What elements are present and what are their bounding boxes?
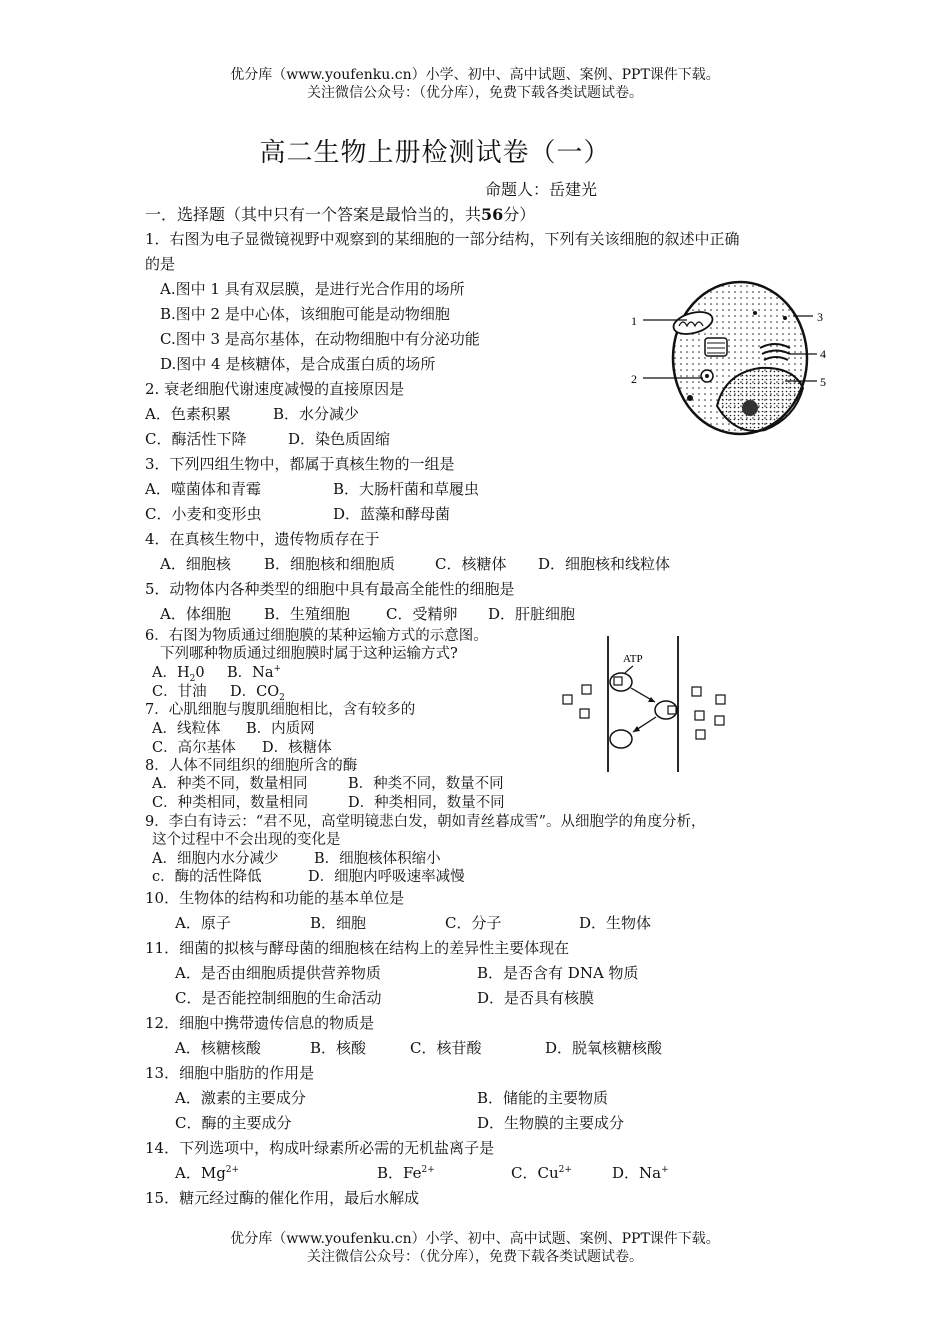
q1-stem-line1: 1．右图为电子显微镜视野中观察到的某细胞的一部分结构，下列有关该细胞的叙述中正确	[145, 230, 740, 248]
q8-option-c: C．种类相同，数量相同	[152, 795, 309, 811]
footer-line-1: 优分库（www.youfenku.cn）小学、初中、高中试题、案例、PPT课件下载。	[230, 1231, 720, 1247]
q14-option-a: A．$Mg^{2+}$	[175, 1164, 240, 1182]
q8-option-b: B．种类不同，数量不同	[348, 776, 504, 792]
figure1-label-4: 4	[820, 347, 826, 361]
q13-option-c: C．酶的主要成分	[175, 1114, 292, 1132]
atp-label: ATP	[623, 653, 643, 665]
q6-stem-line2: 下列哪种物质通过细胞膜时属于这种运输方式?	[160, 646, 458, 662]
q1-option-c: C.图中 3 是高尔基体，在动物细胞中有分泌功能	[160, 330, 480, 348]
q7-option-c: C．高尔基体	[152, 740, 236, 756]
q10-option-b: B．细胞	[310, 914, 367, 932]
q14-option-b: B．$Fe^{2+}$	[377, 1164, 435, 1182]
q1-option-a: A.图中 1 具有双层膜，是进行光合作用的场所	[160, 280, 465, 298]
cell-structure-figure	[625, 278, 835, 438]
q9-option-b: B．细胞核体积缩小	[314, 851, 441, 867]
membrane-transport-figure	[555, 632, 735, 777]
q3-option-c: C．小麦和变形虫	[145, 505, 262, 523]
q11-option-a: A．是否由细胞质提供营养物质	[175, 964, 381, 982]
q2-option-c: C．酶活性下降	[145, 430, 247, 448]
q3-option-a: A．噬菌体和青霉	[145, 480, 261, 498]
q10-option-d: D．生物体	[579, 914, 652, 932]
q9-stem-line1: 9．李白有诗云：“君不见，高堂明镜悲白发，朝如青丝暮成雪”。从细胞学的角度分析，	[145, 814, 706, 830]
q8-stem: 8．人体不同组织的细胞所含的酶	[145, 758, 358, 774]
q7-option-b: B．内质网	[246, 721, 315, 737]
q3-stem: 3．下列四组生物中，都属于真核生物的一组是	[145, 455, 455, 473]
q14-option-d: D．Na+	[612, 1164, 669, 1182]
q6-option-d: D．$CO_2$	[230, 684, 285, 703]
q5-option-c: C．受精卵	[386, 605, 458, 623]
author-line: 命题人：岳建光	[485, 180, 598, 199]
header-line-2: 关注微信公众号：（优分库），免费下载各类试题试卷。	[307, 85, 643, 101]
q10-option-c: C．分子	[445, 914, 502, 932]
q14-option-c: C．$Cu^{2+}$	[511, 1164, 572, 1182]
q5-option-b: B．生殖细胞	[264, 605, 351, 623]
figure1-label-2: 2	[631, 372, 637, 386]
q2-option-a: A．色素积累	[145, 405, 231, 423]
figure1-label-3: 3	[817, 310, 823, 324]
q3-option-b: B．大肠杆菌和草履虫	[333, 480, 480, 498]
q12-option-b: B．核酸	[310, 1039, 367, 1057]
header-line-1: 优分库（www.youfenku.cn）小学、初中、高中试题、案例、PPT课件下载。	[230, 67, 720, 83]
q7-option-a: A．线粒体	[152, 721, 221, 737]
q12-option-c: C．核苷酸	[410, 1039, 482, 1057]
q9-option-c: c．酶的活性降低	[152, 869, 262, 885]
q4-stem: 4．在真核生物中，遗传物质存在于	[145, 530, 380, 548]
section-heading: 一．选择题（其中只有一个答案是最恰当的，共56分）	[145, 205, 536, 224]
page-title: 高二生物上册检测试卷（一）	[259, 138, 611, 168]
footer-line-2: 关注微信公众号：（优分库），免费下载各类试题试卷。	[307, 1249, 643, 1265]
q9-stem-line2: 这个过程中不会出现的变化是	[152, 832, 341, 848]
q9-option-a: A．细胞内水分减少	[152, 851, 279, 867]
q8-option-a: A．种类不同，数量相同	[152, 776, 308, 792]
q12-option-d: D．脱氧核糖核酸	[545, 1039, 663, 1057]
q10-option-a: A．原子	[175, 914, 231, 932]
q9-option-d: D．细胞内呼吸速率减慢	[308, 869, 465, 885]
q2-option-d: D．染色质固缩	[288, 430, 391, 448]
q5-option-a: A．体细胞	[160, 605, 231, 623]
q5-option-d: D．肝脏细胞	[488, 605, 576, 623]
q12-stem: 12．细胞中携带遗传信息的物质是	[145, 1014, 375, 1032]
figure1-label-5: 5	[820, 375, 826, 389]
q6-option-c: C．甘油	[152, 684, 207, 700]
q4-option-c: C．核糖体	[435, 555, 507, 573]
q4-option-d: D．细胞核和线粒体	[538, 555, 671, 573]
q2-stem: 2. 衰老细胞代谢速度减慢的直接原因是	[145, 380, 405, 398]
q1-option-b: B.图中 2 是中心体，该细胞可能是动物细胞	[160, 305, 450, 323]
q12-option-a: A．核糖核酸	[175, 1039, 261, 1057]
q14-stem: 14．下列选项中，构成叶绿素所必需的无机盐离子是	[145, 1139, 495, 1157]
q6-stem-line1: 6．右图为物质通过细胞膜的某种运输方式的示意图。	[145, 628, 488, 644]
q11-option-b: B．是否含有 DNA 物质	[477, 964, 639, 982]
q10-stem: 10．生物体的结构和功能的基本单位是	[145, 889, 405, 907]
figure1-label-1: 1	[631, 314, 637, 328]
q13-option-b: B．储能的主要物质	[477, 1089, 609, 1107]
q11-stem: 11．细菌的拟核与酵母菌的细胞核在结构上的差异性主要体现在	[145, 939, 570, 957]
q11-option-d: D．是否具有核膜	[477, 989, 595, 1007]
q4-option-b: B．细胞核和细胞质	[264, 555, 396, 573]
q15-stem: 15．糖元经过酶的催化作用，最后水解成	[145, 1189, 420, 1207]
q7-stem: 7．心肌细胞与腹肌细胞相比，含有较多的	[145, 702, 416, 718]
q8-option-d: D．种类相同，数量不同	[348, 795, 505, 811]
q5-stem: 5．动物体内各种类型的细胞中具有最高全能性的细胞是	[145, 580, 515, 598]
q6-option-b: B．Na+	[227, 664, 282, 681]
q2-option-b: B．水分减少	[273, 405, 360, 423]
q4-option-a: A．细胞核	[160, 555, 231, 573]
q13-option-d: D．生物膜的主要成分	[477, 1114, 625, 1132]
q13-option-a: A．激素的主要成分	[175, 1089, 306, 1107]
q13-stem: 13．细胞中脂肪的作用是	[145, 1064, 315, 1082]
q3-option-d: D．蓝藻和酵母菌	[333, 505, 451, 523]
q1-option-d: D.图中 4 是核糖体，是合成蛋白质的场所	[160, 355, 436, 373]
q7-option-d: D．核糖体	[262, 740, 332, 756]
q1-stem-line2: 的是	[145, 255, 176, 273]
q6-option-a: A．$H_20$	[152, 665, 205, 684]
q11-option-c: C．是否能控制细胞的生命活动	[175, 989, 382, 1007]
